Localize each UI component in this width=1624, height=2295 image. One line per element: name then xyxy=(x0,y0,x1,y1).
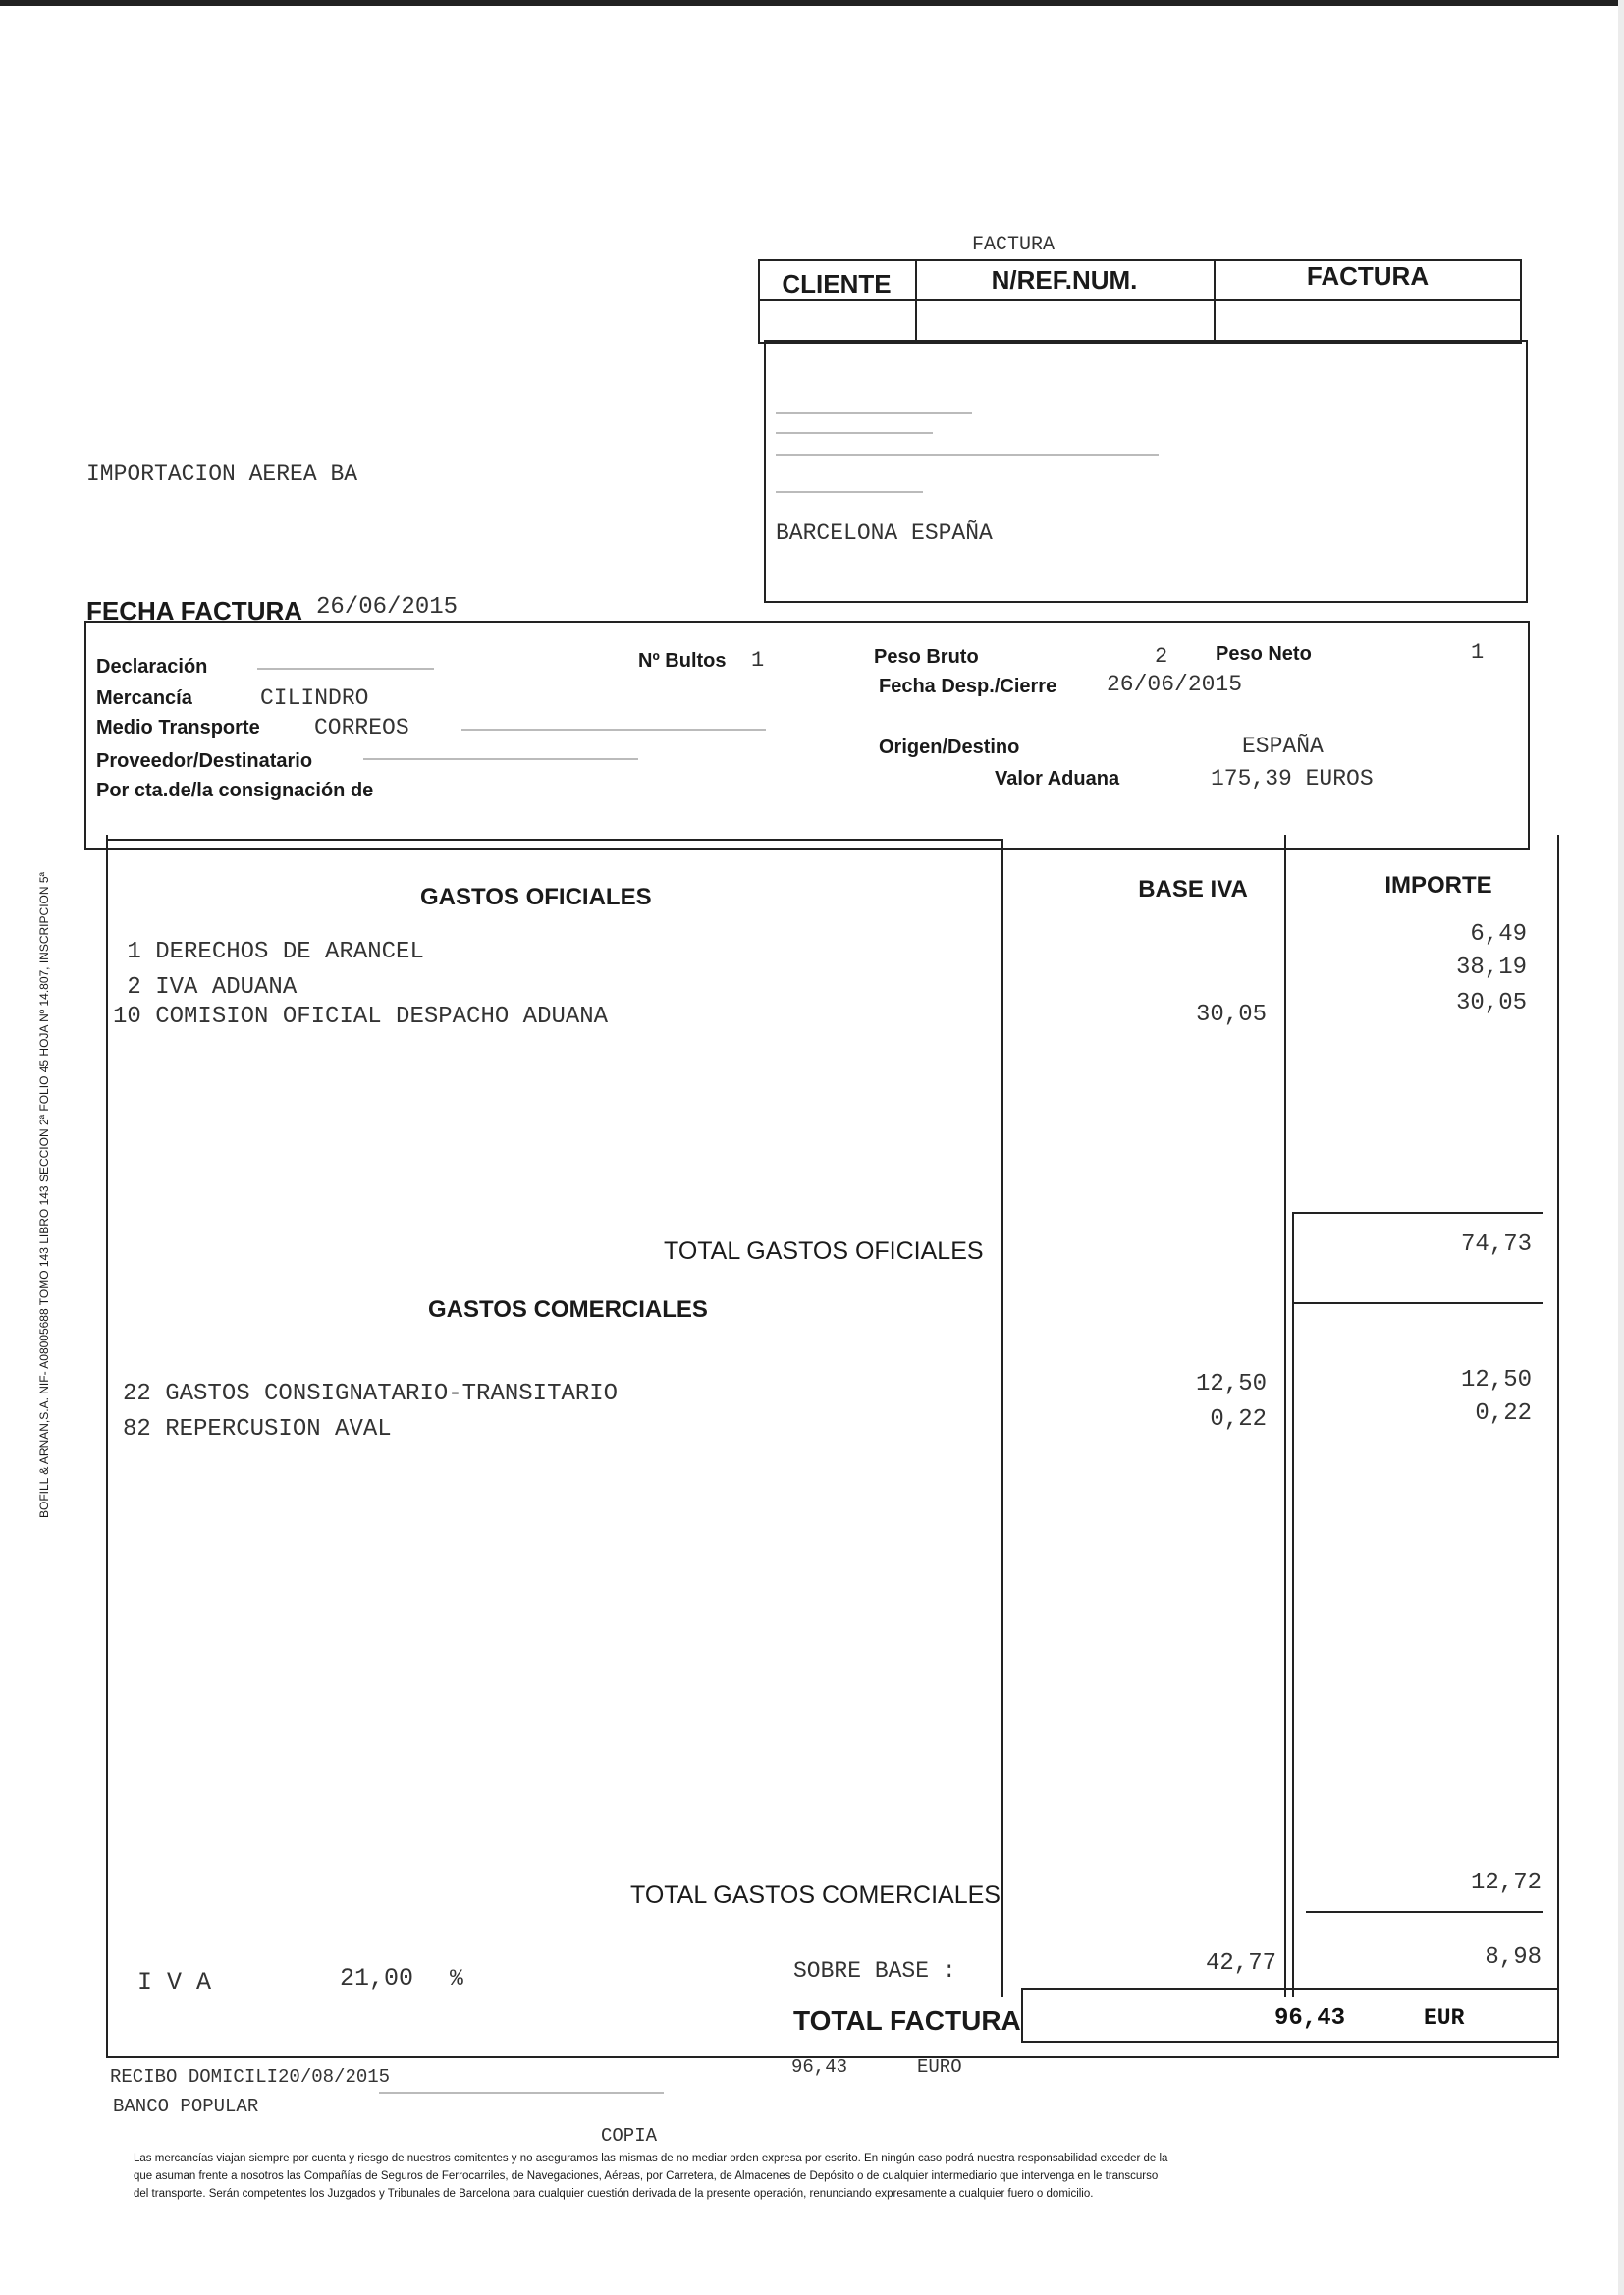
total-factura-value: 96,43 xyxy=(1273,2005,1345,2032)
declaracion-label: Declaración xyxy=(96,656,208,678)
total-oficiales-rule-top xyxy=(1292,1212,1543,1214)
comercial-item-text: 82 REPERCUSION AVAL xyxy=(123,1416,392,1443)
mercancia-label: Mercancía xyxy=(96,687,192,709)
peso-bruto-value: 2 xyxy=(1155,644,1168,669)
base-iva-column-divider xyxy=(1001,839,1003,1997)
bultos-label: Nº Bultos xyxy=(638,650,727,672)
comercial-item-text: 22 GASTOS CONSIGNATARIO-TRANSITARIO xyxy=(123,1381,619,1407)
comercial-item-importe: 12,50 xyxy=(1460,1367,1532,1393)
total-factura-currency: EUR xyxy=(1424,2005,1465,2031)
peso-neto-label: Peso Neto xyxy=(1216,643,1312,665)
fecha-desp-value: 26/06/2015 xyxy=(1107,672,1243,697)
oficial-item-text: 10 COMISION OFICIAL DESPACHO ADUANA xyxy=(113,1004,609,1030)
payment-amount: 96,43 xyxy=(791,2056,848,2078)
client-address-box xyxy=(764,340,1528,603)
valor-aduana-value: 175,39 EUROS xyxy=(1211,766,1374,792)
recibo-domiciliado: RECIBO DOMICILI20/08/2015 xyxy=(110,2066,391,2088)
scan-right-edge xyxy=(1618,0,1624,2295)
total-oficiales-rule-bottom xyxy=(1292,1302,1543,1304)
importe-header: IMPORTE xyxy=(1384,872,1492,899)
sobre-base-label: SOBRE BASE : xyxy=(793,1958,956,1984)
redacted-line xyxy=(776,491,923,493)
bank-name: BANCO POPULAR xyxy=(113,2096,259,2117)
total-comerciales-label: TOTAL GASTOS COMERCIALES xyxy=(630,1882,1001,1909)
header-ref-num: N/REF.NUM. xyxy=(991,265,1138,295)
comercial-item-base: 0,22 xyxy=(1210,1406,1267,1433)
oficial-item-base: 30,05 xyxy=(1195,1002,1267,1028)
iva-label: I V A xyxy=(137,1968,212,1996)
header-cliente: CLIENTE xyxy=(782,269,892,299)
comercial-item-base: 12,50 xyxy=(1195,1371,1267,1397)
total-oficiales-value: 74,73 xyxy=(1460,1231,1532,1258)
consignacion-label: Por cta.de/la consignación de xyxy=(96,780,374,801)
comercial-item-importe: 0,22 xyxy=(1475,1400,1532,1427)
mercancia-value: CILINDRO xyxy=(260,685,369,711)
redacted-line xyxy=(461,729,766,731)
fecha-desp-label: Fecha Desp./Cierre xyxy=(879,676,1057,697)
scan-top-edge xyxy=(0,0,1624,6)
base-iva-header: BASE IVA xyxy=(1138,876,1248,902)
gastos-oficiales-title: GASTOS OFICIALES xyxy=(420,884,652,910)
redacted-line xyxy=(776,432,933,434)
redacted-line xyxy=(257,668,434,670)
origen-destino-label: Origen/Destino xyxy=(879,737,1020,758)
iva-percent: % xyxy=(450,1966,463,1992)
legal-footer-line: del transporte. Serán competentes los Juzgados y Tribunales de Barcelona para cualquier cuestión derivada de la presente operación, renunciando expresamente a cualquier fuero o domicilio. xyxy=(134,2188,1094,2200)
fecha-factura-value: 26/06/2015 xyxy=(316,594,459,621)
peso-neto-value: 1 xyxy=(1471,640,1485,665)
peso-bruto-label: Peso Bruto xyxy=(874,646,979,668)
iva-amount: 8,98 xyxy=(1485,1944,1542,1971)
medio-transporte-value: CORREOS xyxy=(314,715,409,740)
total-oficiales-label: TOTAL GASTOS OFICIALES xyxy=(664,1237,984,1265)
legal-footer-line: que asuman frente a nosotros las Compañías de Seguros de Ferrocarriles, de Navegaciones, Aéreas, por Carretera, de Almacenes de Depósito o de cualquier intermediario que intervenga en le transcurso xyxy=(134,2170,1159,2182)
oficial-item-importe: 38,19 xyxy=(1455,955,1527,981)
proveedor-label: Proveedor/Destinatario xyxy=(96,750,313,772)
iva-rate: 21,00 xyxy=(340,1964,414,1993)
importe-column-divider xyxy=(1284,835,1286,1997)
client-city: BARCELONA ESPAÑA xyxy=(776,520,993,546)
origen-destino-value: ESPAÑA xyxy=(1242,734,1324,759)
header-factura: FACTURA xyxy=(1306,261,1430,291)
oficial-item-text: 1 DERECHOS DE ARANCEL xyxy=(113,939,424,965)
charges-top-border xyxy=(106,839,1001,841)
total-comerciales-value: 12,72 xyxy=(1470,1870,1542,1896)
importe-inner-divider xyxy=(1292,1212,1294,1997)
redacted-line xyxy=(379,2092,664,2094)
gastos-comerciales-title: GASTOS COMERCIALES xyxy=(428,1296,708,1323)
fecha-factura-label: FECHA FACTURA xyxy=(86,596,303,626)
oficial-item-text: 2 IVA ADUANA xyxy=(113,974,298,1001)
valor-aduana-label: Valor Aduana xyxy=(995,768,1120,790)
legal-footer-line: Las mercancías viajan siempre por cuenta y riesgo de nuestros comitentes y no aseguramos las mismas de no mediar orden expresa por escrito. En ningún caso podrá nuestra responsabilidad exceder de la xyxy=(134,2153,1168,2164)
oficial-item-importe: 6,49 xyxy=(1470,921,1527,948)
bultos-value: 1 xyxy=(751,648,765,673)
total-comerciales-rule xyxy=(1306,1911,1543,1913)
sender-name: IMPORTACION AEREA BA xyxy=(86,462,358,487)
registry-side-text: BOFILL & ARNAN,S.A. NIF- A08005688 TOMO 143 LIBRO 143 SECCION 2ª FOLIO 45 HOJA Nº 14.807, INSCRIPCION 5ª xyxy=(37,872,51,1518)
oficial-item-importe: 30,05 xyxy=(1455,990,1527,1016)
copia-label: COPIA xyxy=(601,2125,658,2147)
iva-base: 42,77 xyxy=(1205,1950,1276,1977)
total-factura-label: TOTAL FACTURA xyxy=(793,2005,1021,2036)
redacted-line xyxy=(776,412,972,414)
redacted-line xyxy=(776,454,1159,456)
payment-currency: EURO xyxy=(917,2056,962,2078)
medio-transporte-label: Medio Transporte xyxy=(96,717,260,738)
doc-type-caption: FACTURA xyxy=(972,234,1056,256)
redacted-line xyxy=(363,758,638,760)
